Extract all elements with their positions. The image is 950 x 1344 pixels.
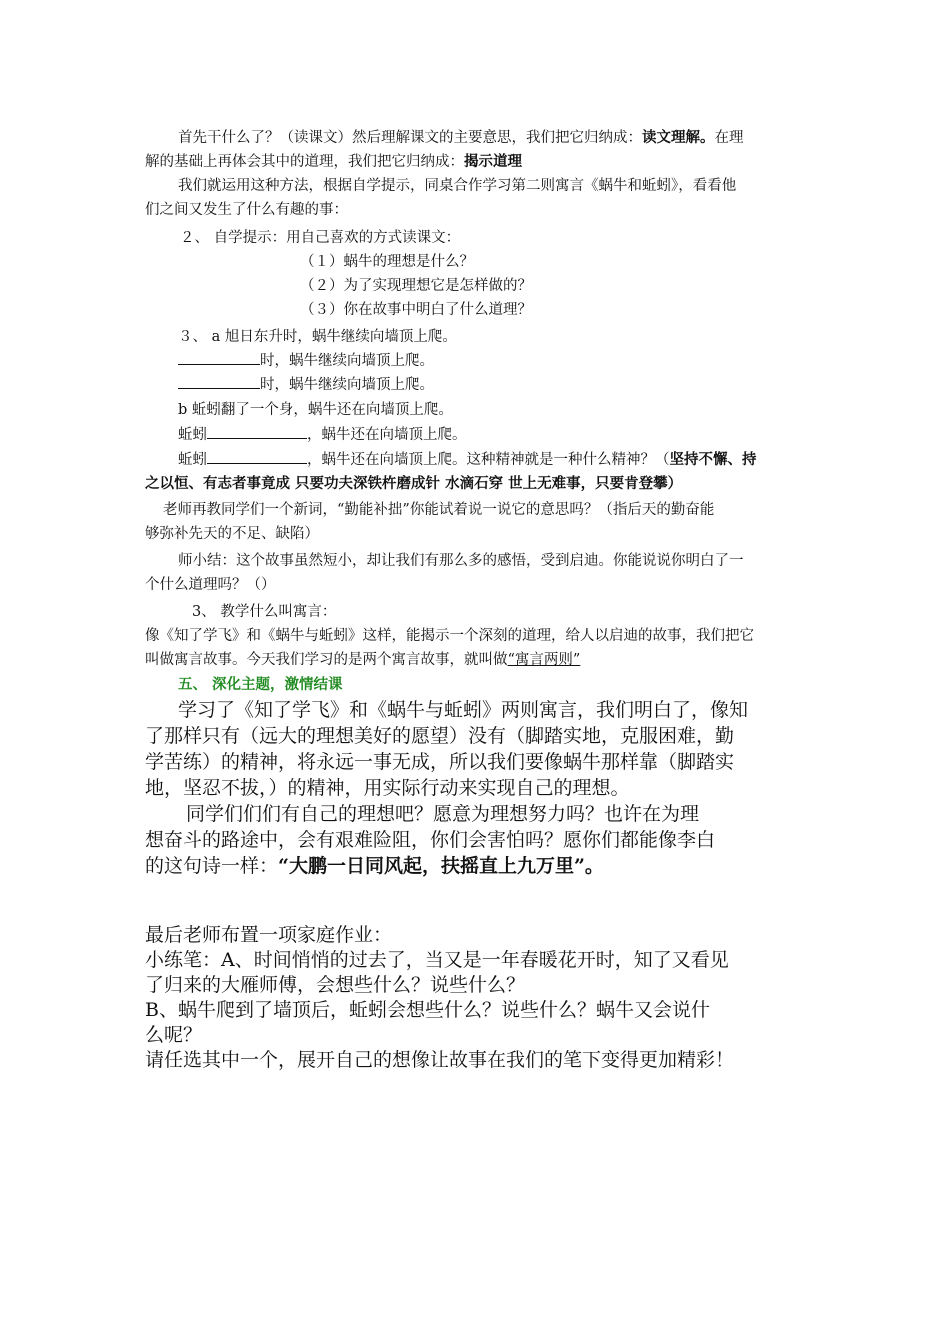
- text-run: 的这句诗一样：: [145, 855, 279, 877]
- homework-line: 请任选其中一个，展开自己的想像让故事在我们的笔下变得更加精彩！: [145, 1049, 735, 1071]
- bold-term: 读文理解。: [642, 129, 715, 146]
- bold-answer: 坚持不懈、持: [669, 451, 757, 468]
- text-run: ，蜗牛还在向墙顶上爬。这种精神就是一种什么精神？（: [307, 452, 670, 468]
- paragraph-line: 学习了《知了学飞》和《蜗牛与蚯蚓》两则寓言，我们明白了，像知: [178, 699, 749, 721]
- paragraph-line: 够弥补先天的不足、缺陷）: [145, 526, 319, 542]
- exercise-line: ３、 a 旭日东升时，蜗牛继续向墙顶上爬。: [178, 329, 457, 345]
- text-run: 叫做寓言故事。今天我们学习的是两个寓言故事，就叫做: [145, 652, 508, 668]
- paragraph-line: 师小结：这个故事虽然短小，却让我们有那么多的感悟，受到启迪。你能说说你明白了一: [178, 553, 744, 569]
- paragraph-line: 老师再教同学们一个新词，“勤能补拙”你能试着说一说它的意思吗？（指后天的勤奋能: [163, 502, 715, 518]
- prompt-heading: ２、 自学提示：用自己喜欢的方式读课文：: [180, 230, 461, 246]
- paragraph-line: 个什么道理吗？（）: [145, 577, 276, 593]
- fill-blank: [207, 449, 307, 464]
- homework-line: 么呢？: [145, 1024, 203, 1046]
- homework-line: 小练笔：A、时间悄悄的过去了，当又是一年春暖花开时，知了又看见: [145, 949, 729, 971]
- paragraph-line: [145, 151, 522, 173]
- paragraph-line: 地，坚忍不拔，）的精神，用实际行动来实现自己的理想。: [145, 777, 630, 799]
- prompt-item: （３）你在故事中明白了什么道理？: [300, 302, 532, 318]
- exercise-line: [178, 449, 757, 471]
- fill-blank: [178, 374, 260, 389]
- bold-term: 揭示道理: [464, 153, 522, 170]
- text-run: 解的基础上再体会其中的道理，我们把它归纳成：: [145, 154, 464, 170]
- exercise-line: [178, 350, 434, 372]
- text-run: 时，蜗牛继续向墙顶上爬。: [260, 377, 434, 393]
- paragraph-line: [145, 853, 604, 879]
- prompt-item: （１）蜗牛的理想是什么？: [300, 254, 474, 270]
- text-run: 蚯蚓: [178, 452, 207, 468]
- exercise-line: b 蚯蚓翻了一个身，蜗牛还在向墙顶上爬。: [178, 402, 453, 418]
- fill-blank: [207, 424, 307, 439]
- paragraph-line: 同学们们们有自己的理想吧？愿意为理想努力吗？也许在为理: [186, 803, 700, 825]
- poem-quote: “大鹏一日同风起，扶摇直上九万里”。: [278, 855, 604, 877]
- homework-line: 了归来的大雁师傅，会想些什么？说些什么？: [145, 974, 526, 996]
- text-run: 蚯蚓: [178, 427, 207, 443]
- paragraph-line: 们之间又发生了什么有趣的事：: [145, 202, 348, 218]
- paragraph-line: 我们就运用这种方法，根据自学提示，同桌合作学习第二则寓言《蜗牛和蚯蚓》，看看他: [178, 178, 737, 194]
- prompt-item: （２）为了实现理想它是怎样做的？: [300, 278, 532, 294]
- text-run: 首先干什么了？（读课文）然后理解课文的主要意思，我们把它归纳成：: [178, 130, 642, 146]
- paragraph-line: 学苦练）的精神，将永远一事无成，所以我们要像蜗牛那样靠（脚踏实: [145, 751, 735, 773]
- paragraph-line: [145, 649, 580, 671]
- text-run: ，蜗牛还在向墙顶上爬。: [307, 427, 467, 443]
- exercise-line: [178, 424, 467, 446]
- paragraph-line: [178, 127, 744, 149]
- paragraph-line: 想奋斗的路途中，会有艰难险阻，你们会害怕吗？愿你们都能像李白: [145, 829, 716, 851]
- section-heading: 五、 深化主题，激情结课: [178, 676, 343, 693]
- homework-title: 最后老师布置一项家庭作业：: [145, 924, 393, 946]
- paragraph-line: 了那样只有（远大的理想美好的愿望）没有（脚踏实地，克服困难，勤: [145, 725, 735, 747]
- bold-answer: 之以恒、有志者事竟成 只要功夫深铁杵磨成针 水滴石穿 世上无难事，只要肯登攀）: [145, 475, 683, 492]
- text-run: 在理: [714, 130, 744, 146]
- exercise-line: [178, 374, 434, 396]
- paragraph-line: 像《知了学飞》和《蜗牛与蚯蚓》这样，能揭示一个深刻的道理，给人以启迪的故事，我们把它: [145, 628, 754, 644]
- section-heading: 3、 教学什么叫寓言：: [192, 604, 337, 620]
- fill-blank: [178, 350, 260, 365]
- underlined-term: “寓言两则”: [507, 652, 581, 668]
- text-run: 时，蜗牛继续向墙顶上爬。: [260, 353, 434, 369]
- homework-line: B、蜗牛爬到了墙顶后，蚯蚓会想些什么？说些什么？蜗牛又会说什: [145, 999, 710, 1021]
